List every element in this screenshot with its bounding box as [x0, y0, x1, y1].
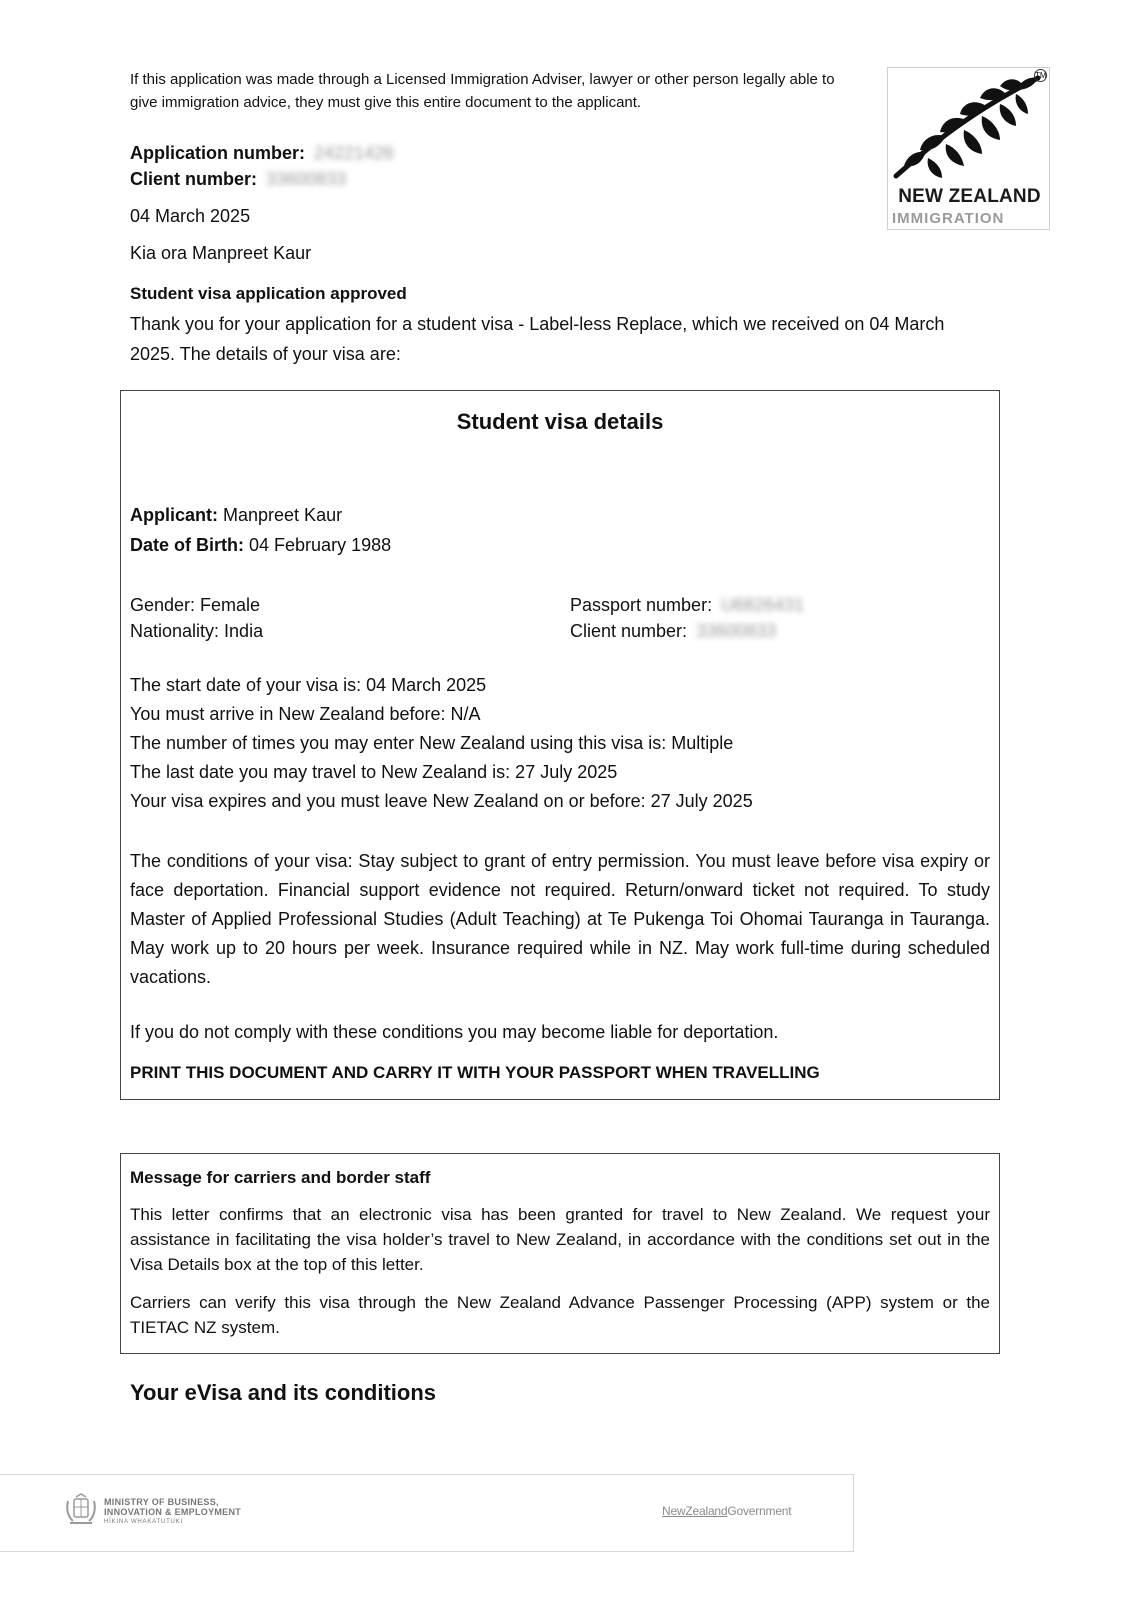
passport-number-value: U6826431 [721, 595, 805, 615]
mbie-line-3: HĪKINA WHAKATUTUKI [104, 1519, 183, 1525]
visa-conditions: The conditions of your visa: Stay subject to grant of entry permission. You must leave before visa expiry or face deportation. Financial support evidence not required. Return/onward ticket not required. To study Master of Applied Professional Studies (Adult Teaching) at Te Pukenga Toi Ohomai Tauranga in Tauranga. May work up to 20 hours per week. Insurance required while in NZ. May work full-time during scheduled vacations. [130, 851, 990, 987]
application-number-value: 24221426 [314, 143, 395, 163]
evisa-heading: Your eVisa and its conditions [130, 1380, 437, 1405]
application-number-label: Application number: [130, 143, 305, 163]
nz-immigration-logo [887, 67, 1050, 230]
nationality: Nationality: India [130, 621, 264, 641]
silver-fern-icon [888, 68, 1051, 188]
client-number-row [130, 166, 346, 192]
visa-expiry: Your visa expires and you must leave New Zealand on or before: 27 July 2025 [130, 791, 753, 811]
client-number-value-2: 33600833 [696, 621, 777, 641]
mbie-logo-text [104, 1497, 241, 1527]
coat-of-arms-icon [64, 1493, 98, 1527]
passport-number-label: Passport number: [570, 595, 713, 615]
client-number-label: Client number: [130, 169, 258, 189]
mbie-line-2: INNOVATION & EMPLOYMENT [104, 1507, 242, 1517]
carriers-title: Message for carriers and border staff [130, 1168, 431, 1187]
applicant-value: Manpreet Kaur [223, 505, 343, 525]
logo-name-line1: NEW ZEALAND [898, 186, 1041, 207]
client-number-row-2 [570, 618, 776, 644]
dob-label: Date of Birth: [130, 535, 244, 555]
dob-row [130, 532, 391, 558]
applicant-row [130, 502, 342, 528]
footer [0, 1474, 854, 1552]
client-number-label-2: Client number: [570, 621, 688, 641]
gender: Gender: Female [130, 595, 261, 615]
logo-name-line2: IMMIGRATION [892, 210, 1005, 227]
client-number-value: 33600833 [266, 169, 347, 189]
application-number-row [130, 140, 394, 166]
trademark-symbol: TM [1035, 71, 1047, 80]
greeting: Kia ora Manpreet Kaur [130, 243, 312, 263]
approval-body: Thank you for your application for a student visa - Label-less Replace, which we received on 04 March 2025. The details of your visa are: [130, 314, 945, 364]
print-notice: PRINT THIS DOCUMENT AND CARRY IT WITH YOUR PASSPORT WHEN TRAVELLING [130, 1063, 820, 1082]
applicant-label: Applicant: [130, 505, 218, 525]
comply-warning: If you do not comply with these conditions you may become liable for deportation. [130, 1022, 779, 1042]
visa-start-date: The start date of your visa is: 04 March 2025 [130, 675, 487, 695]
passport-number-row [570, 592, 804, 618]
mbie-line-1: MINISTRY OF BUSINESS, [104, 1497, 219, 1507]
nz-government-part-1: NewZealand [662, 1504, 728, 1518]
letter-date: 04 March 2025 [130, 206, 251, 226]
dob-value: 04 February 1988 [249, 535, 392, 555]
approval-title: Student visa application approved [130, 284, 407, 303]
arrive-before: You must arrive in New Zealand before: N/A [130, 704, 481, 724]
nz-government-part-2: Government [727, 1504, 792, 1518]
last-travel-date: The last date you may travel to New Zealand is: 27 July 2025 [130, 762, 618, 782]
carriers-paragraph-2: Carriers can verify this visa through the New Zealand Advance Passenger Processing (APP) system or the TIETAC NZ system. [130, 1293, 990, 1337]
nz-government-logo [662, 1504, 791, 1518]
visa-details-title: Student visa details [456, 409, 664, 434]
entries-allowed: The number of times you may enter New Zealand using this visa is: Multiple [130, 733, 734, 753]
intro-text: If this application was made through a Licensed Immigration Adviser, lawyer or other person legally able to give immigration advice, they must give this entire document to the applicant. [130, 71, 835, 111]
carriers-paragraph-1: This letter confirms that an electronic visa has been granted for travel to New Zealand. We request your assistance in facilitating the visa holder’s travel to New Zealand, in accordance with the conditions set out in the Visa Details box at the top of this letter. [130, 1205, 990, 1274]
